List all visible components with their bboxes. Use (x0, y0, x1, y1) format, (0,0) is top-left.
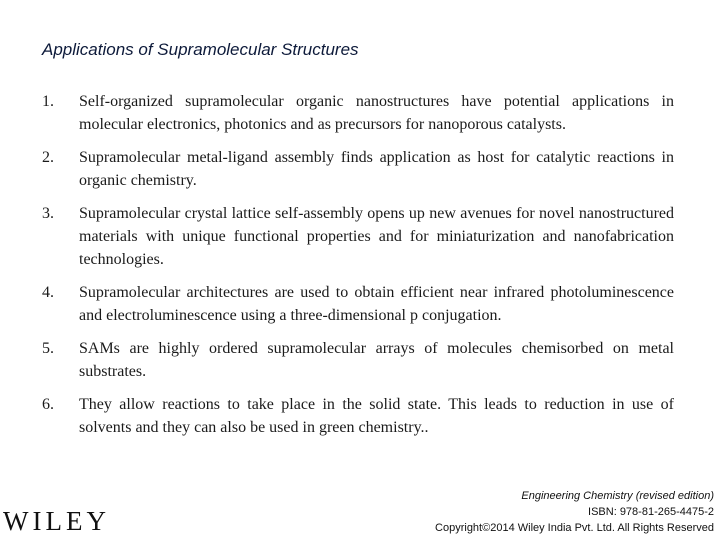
list-item (42, 146, 674, 192)
applications-list (42, 90, 674, 449)
list-item (42, 393, 674, 439)
slide-title: Applications of Supramolecular Structures (42, 40, 359, 59)
item-number: 1. (42, 93, 54, 110)
list-item (42, 337, 674, 383)
isbn-text: ISBN: 978-81-265-4475-2 (588, 506, 714, 518)
list-item (42, 202, 674, 271)
item-number: 6. (42, 396, 54, 413)
book-title: Engineering Chemistry (revised edition) (521, 490, 714, 502)
item-number: 2. (42, 149, 54, 166)
item-text: SAMs are highly ordered supramolecular arrays of molecules chemisorbed on metal substrates. (79, 340, 674, 380)
item-text: Supramolecular metal-ligand assembly finds application as host for catalytic reactions in organic chemistry. (79, 149, 674, 189)
item-text: Self-organized supramolecular organic nanostructures have potential applications in molecular electronics, photonics and as precursors for nanoporous catalysts. (79, 93, 674, 133)
list-item (42, 281, 674, 327)
item-number: 5. (42, 340, 54, 357)
item-text: Supramolecular crystal lattice self-assembly opens up new avenues for novel nanostructured materials with unique functional properties and for miniaturization and nanofabrication technologies. (79, 205, 674, 268)
item-text: They allow reactions to take place in the solid state. This leads to reduction in use of solvents and they can also be used in green chemistry.. (79, 396, 674, 436)
copyright-text: Copyright©2014 Wiley India Pvt. Ltd. All Rights Reserved (435, 522, 714, 534)
item-number: 4. (42, 284, 54, 301)
list-item (42, 90, 674, 136)
item-number: 3. (42, 205, 54, 222)
wiley-logo: WILEY (3, 506, 110, 536)
footer-credits (435, 488, 714, 536)
item-text: Supramolecular architectures are used to obtain efficient near infrared photoluminescence and electroluminescence using a three-dimensional p conjugation. (79, 284, 674, 324)
